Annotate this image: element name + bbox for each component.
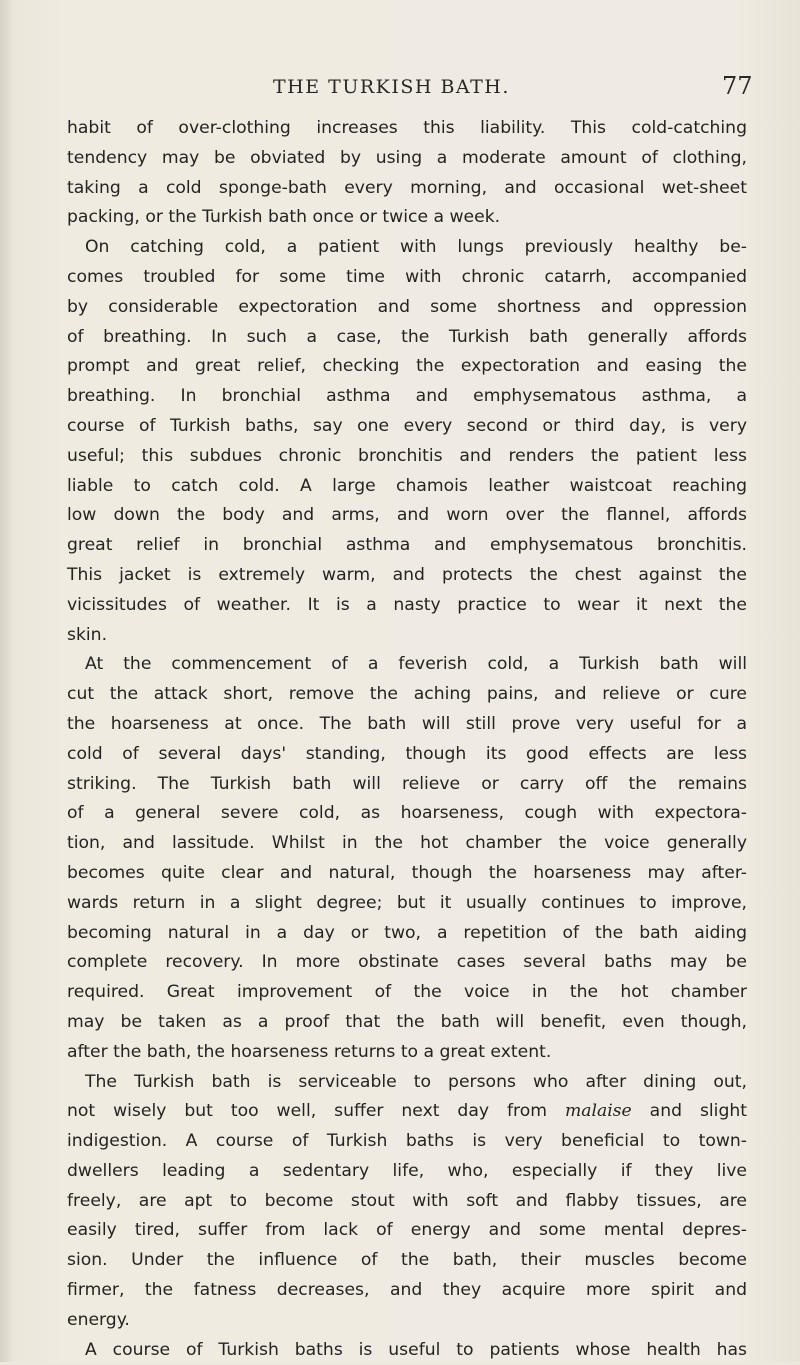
text-line: A course of Turkish baths is useful to patients whose health has <box>85 1339 747 1360</box>
text-line: indigestion. A course of Turkish baths is very beneficial to town- <box>67 1131 747 1152</box>
text-line: breathing. In bronchial asthma and emphysematous asthma, a <box>67 386 747 407</box>
text-line: The Turkish bath is serviceable to persons who after dining out, <box>85 1071 747 1092</box>
text-line: At the commencement of a feverish cold, a Turkish bath will <box>85 654 747 675</box>
text-line-part: not wisely but too well, suffer next day from <box>67 1101 565 1122</box>
text-line: cold of several days' standing, though its good effects are less <box>67 743 747 764</box>
text-line: dwellers leading a sedentary life, who, especially if they live <box>67 1160 747 1181</box>
text-line: skin. <box>67 624 108 645</box>
running-title: THE TURKISH BATH. <box>273 76 510 98</box>
text-line: taking a cold sponge-bath every morning, and occasional wet-sheet <box>67 177 747 198</box>
text-line: cut the attack short, remove the aching pains, and relieve or cure <box>67 684 747 705</box>
text-line: of a general severe cold, as hoarseness, cough with expectora- <box>67 803 747 824</box>
text-line: energy. <box>67 1309 130 1330</box>
page-gutter-shadow <box>0 0 14 1362</box>
text-line: course of Turkish baths, say one every second or third day, is very <box>67 415 747 436</box>
text-line: packing, or the Turkish bath once or twice a week. <box>67 207 501 228</box>
body-text <box>67 114 747 1365</box>
text-line: striking. The Turkish bath will relieve or carry off the remains <box>67 773 747 794</box>
page-number: 77 <box>722 72 753 100</box>
text-line: sion. Under the influence of the bath, their muscles become <box>67 1250 747 1271</box>
text-line: habit of over-clothing increases this liability. This cold-catching <box>67 118 747 138</box>
text-line: the hoarseness at once. The bath will still prove very useful for a <box>67 713 747 734</box>
text-line: wards return in a slight degree; but it usually continues to improve, <box>67 892 747 913</box>
text-line: tion, and lassitude. Whilst in the hot chamber the voice generally <box>67 833 747 854</box>
text-line: useful; this subdues chronic bronchitis and renders the patient less <box>67 445 747 466</box>
text-line: prompt and great relief, checking the expectoration and easing the <box>67 356 747 377</box>
text-line: after the bath, the hoarseness returns to a great extent. <box>67 1041 552 1062</box>
text-line: comes troubled for some time with chronic catarrh, accompanied <box>67 266 747 287</box>
text-line: becomes quite clear and natural, though the hoarseness may after- <box>67 862 747 883</box>
running-head <box>0 74 800 114</box>
text-line: tendency may be obviated by using a moderate amount of clothing, <box>67 147 747 168</box>
text-line: freely, are apt to become stout with soft and flabby tissues, are <box>67 1190 747 1211</box>
text-line: by considerable expectoration and some shortness and oppression <box>67 296 747 317</box>
text-line <box>67 1097 747 1127</box>
text-line: low down the body and arms, and worn over the flannel, affords <box>67 505 747 526</box>
text-line: On catching cold, a patient with lungs previously healthy be- <box>85 237 747 258</box>
text-line: easily tired, suffer from lack of energy and some mental depres- <box>67 1220 747 1241</box>
text-line: This jacket is extremely warm, and protects the chest against the <box>67 564 747 585</box>
text-line: vicissitudes of weather. It is a nasty practice to wear it next the <box>67 594 747 615</box>
text-line: required. Great improvement of the voice in the hot chamber <box>67 982 747 1003</box>
text-line: firmer, the fatness decreases, and they acquire more spirit and <box>67 1280 747 1301</box>
text-line: becoming natural in a day or two, a repetition of the bath aiding <box>67 922 747 943</box>
italic-word: malaise <box>564 1101 632 1122</box>
text-line: may be taken as a proof that the bath will benefit, even though, <box>67 1011 747 1032</box>
text-line: complete recovery. In more obstinate cases several baths may be <box>67 952 747 973</box>
text-line: great relief in bronchial asthma and emphysematous bronchitis. <box>67 535 747 556</box>
text-line: liable to catch cold. A large chamois leather waistcoat reaching <box>67 475 747 496</box>
text-line-part: and slight <box>631 1101 747 1122</box>
text-line: of breathing. In such a case, the Turkish bath generally affords <box>67 326 747 347</box>
